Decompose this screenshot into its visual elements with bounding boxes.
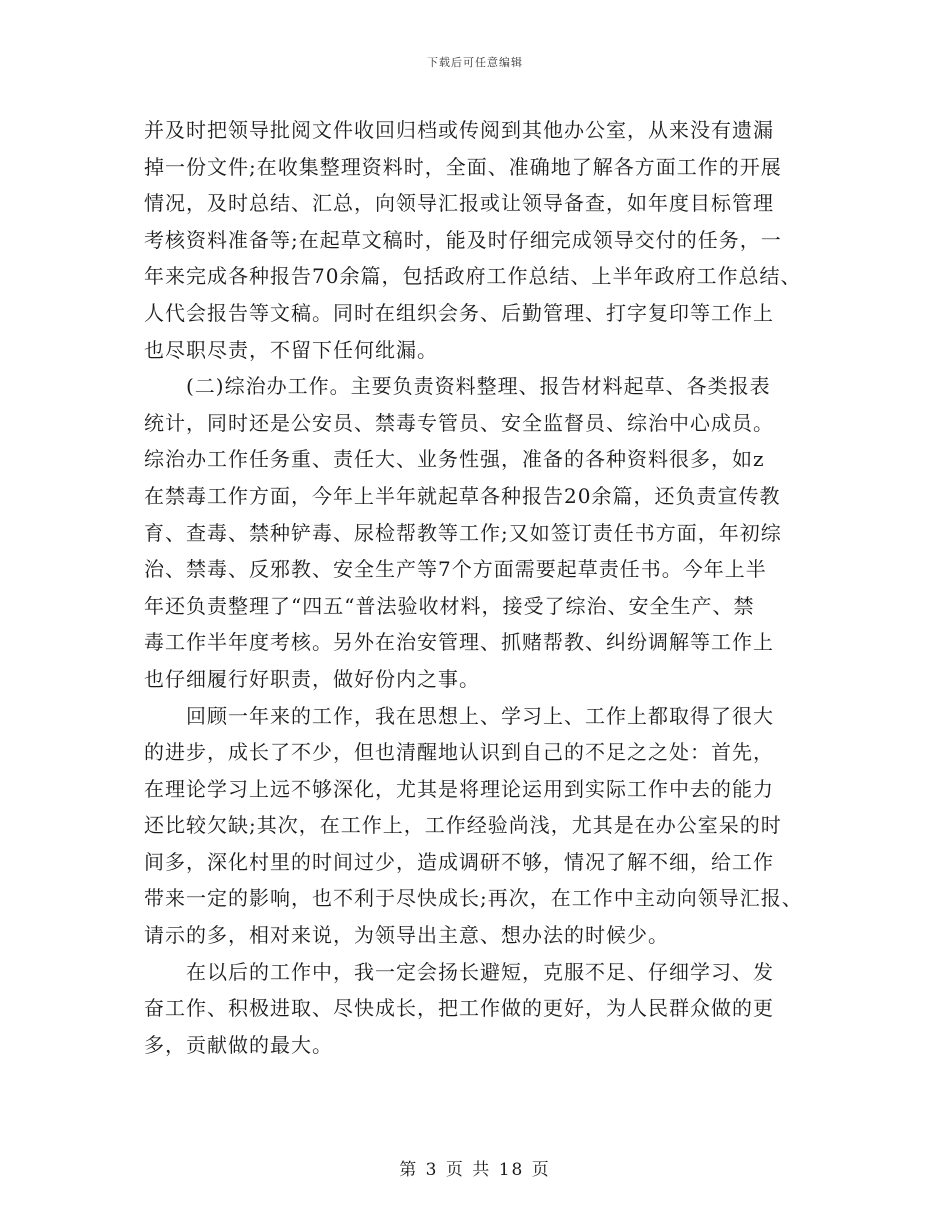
text-line: 考核资料准备等;在起草文稿时，能及时仔细完成领导交付的任务，一 <box>144 227 782 252</box>
text-line: 并及时把领导批阅文件收回归档或传阅到其他办公室，从来没有遗漏 <box>144 118 774 142</box>
text-line: 还比较欠缺;其次，在工作上，工作经验尚浅，尤其是在办公室呆的时 <box>144 813 782 838</box>
page-number: 第 3 页 共 18 页 <box>399 1160 551 1180</box>
text-line: 在禁毒工作方面，今年上半年就起草各种报告20余篇，还负责宣传教 <box>144 483 781 508</box>
text-line: 人代会报告等文稿。同时在组织会务、后勤管理、打字复印等工作上 <box>144 300 774 325</box>
text-line: 也仔细履行好职责，做好份内之事。 <box>144 666 480 691</box>
text-line: 的进步，成长了不少，但也清醒地认识到自己的不足之之处：首先， <box>144 740 774 765</box>
header-note: 下载后可任意编辑 <box>427 56 523 69</box>
text-line: 掉一份文件;在收集整理资料时，全面、准确地了解各方面工作的开展 <box>144 154 782 179</box>
text-line: (二)综治办工作。主要负责资料整理、报告材料起草、各类报表 <box>186 374 771 399</box>
text-line: 年来完成各种报告70余篇，包括政府工作总结、上半年政府工作总结、 <box>144 264 802 289</box>
text-line: 治、禁毒、反邪教、安全生产等7个方面需要起草责任书。今年上半 <box>144 557 767 582</box>
text-line: 在理论学习上远不够深化，尤其是将理论运用到实际工作中去的能力 <box>144 776 774 801</box>
text-line: 间多，深化村里的时间过少，造成调研不够，情况了解不细，给工作 <box>144 849 774 874</box>
text-line: 育、查毒、禁种铲毒、尿检帮教等工作;又如签订责任书方面，年初综 <box>144 520 782 545</box>
text-line: 在以后的工作中，我一定会扬长避短，克服不足、仔细学习、发 <box>186 959 774 984</box>
text-line: 回顾一年来的工作，我在思想上、学习上、工作上都取得了很大 <box>186 703 774 728</box>
text-line: 请示的多，相对来说，为领导出主意、想办法的时候少。 <box>144 923 669 948</box>
text-line: 综治办工作任务重、责任大、业务性强，准备的各种资料很多，如z <box>144 447 765 472</box>
text-line: 毒工作半年度考核。另外在治安管理、抓赌帮教、纠纷调解等工作上 <box>144 630 774 655</box>
document-body <box>144 112 824 1063</box>
text-line: 统计，同时还是公安员、禁毒专管员、安全监督员、综治中心成员。 <box>144 410 774 435</box>
text-line: 也尽职尽责，不留下任何纰漏。 <box>144 337 438 362</box>
text-line: 年还负责整理了“四五“普法验收材料，接受了综治、安全生产、禁 <box>144 593 755 618</box>
text-line: 多，贡献做的最大。 <box>144 1032 333 1057</box>
text-line: 奋工作、积极进取、尽快成长，把工作做的更好，为人民群众做的更 <box>144 996 774 1021</box>
text-line: 带来一定的影响，也不利于尽快成长;再次，在工作中主动向领导汇报、 <box>144 886 803 911</box>
text-line: 情况，及时总结、汇总，向领导汇报或让领导备查，如年度目标管理 <box>144 191 774 216</box>
